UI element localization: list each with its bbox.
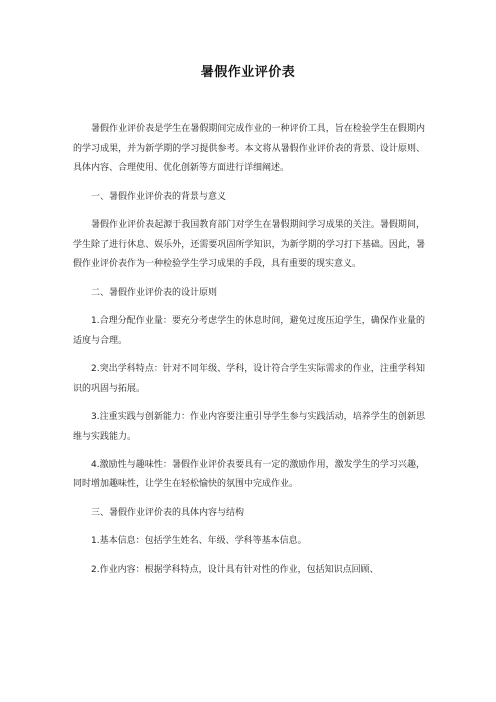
principle-3-paragraph: 3.注重实践与创新能力：作业内容要注重引导学生参与实践活动，培养学生的创新思维与实践能力。 bbox=[73, 411, 425, 442]
section-heading-2: 二、暑假作业评价表的设计原则 bbox=[91, 287, 218, 298]
content-1-paragraph: 1.基本信息：包括学生姓名、年级、学科等基本信息。 bbox=[91, 536, 307, 547]
document-body bbox=[73, 120, 425, 589]
intro-paragraph: 暑假作业评价表是学生在暑假期间完成作业的一种评价工具，旨在检验学生在假期内的学习成果，并为新学期的学习提供参考。本文将从暑假作业评价表的背景、设计原则、具体内容、合理使用、优化创新等方面进行详细阐述。 bbox=[73, 124, 425, 174]
principle-2-paragraph: 2.突出学科特点：针对不同年级、学科，设计符合学生实际需求的作业，注重学科知识的巩固与拓展。 bbox=[73, 363, 425, 394]
document-title: 暑假作业评价表 bbox=[200, 65, 296, 80]
principle-4-paragraph: 4.激励性与趣味性：暑假作业评价表要具有一定的激励作用，激发学生的学习兴趣，同时增加趣味性，让学生在轻松愉快的氛围中完成作业。 bbox=[73, 459, 425, 490]
principle-1-paragraph: 1.合理分配作业量：要充分考虑学生的休息时间，避免过度压迫学生，确保作业量的适度与合理。 bbox=[73, 315, 425, 346]
content-2-paragraph: 2.作业内容：根据学科特点，设计具有针对性的作业，包括知识点回顾、 bbox=[91, 564, 379, 575]
section-heading-1: 一、暑假作业评价表的背景与意义 bbox=[91, 191, 227, 202]
section-1-paragraph: 暑假作业评价表起源于我国教育部门对学生在暑假期间学习成果的关注。暑假期间，学生除了进行休息、娱乐外，还需要巩固所学知识，为新学期的学习打下基础。因此，暑假作业评价表作为一种检验学生学习成果的手段，具有重要的现实意义。 bbox=[73, 219, 425, 270]
section-heading-3: 三、暑假作业评价表的具体内容与结构 bbox=[91, 507, 245, 518]
